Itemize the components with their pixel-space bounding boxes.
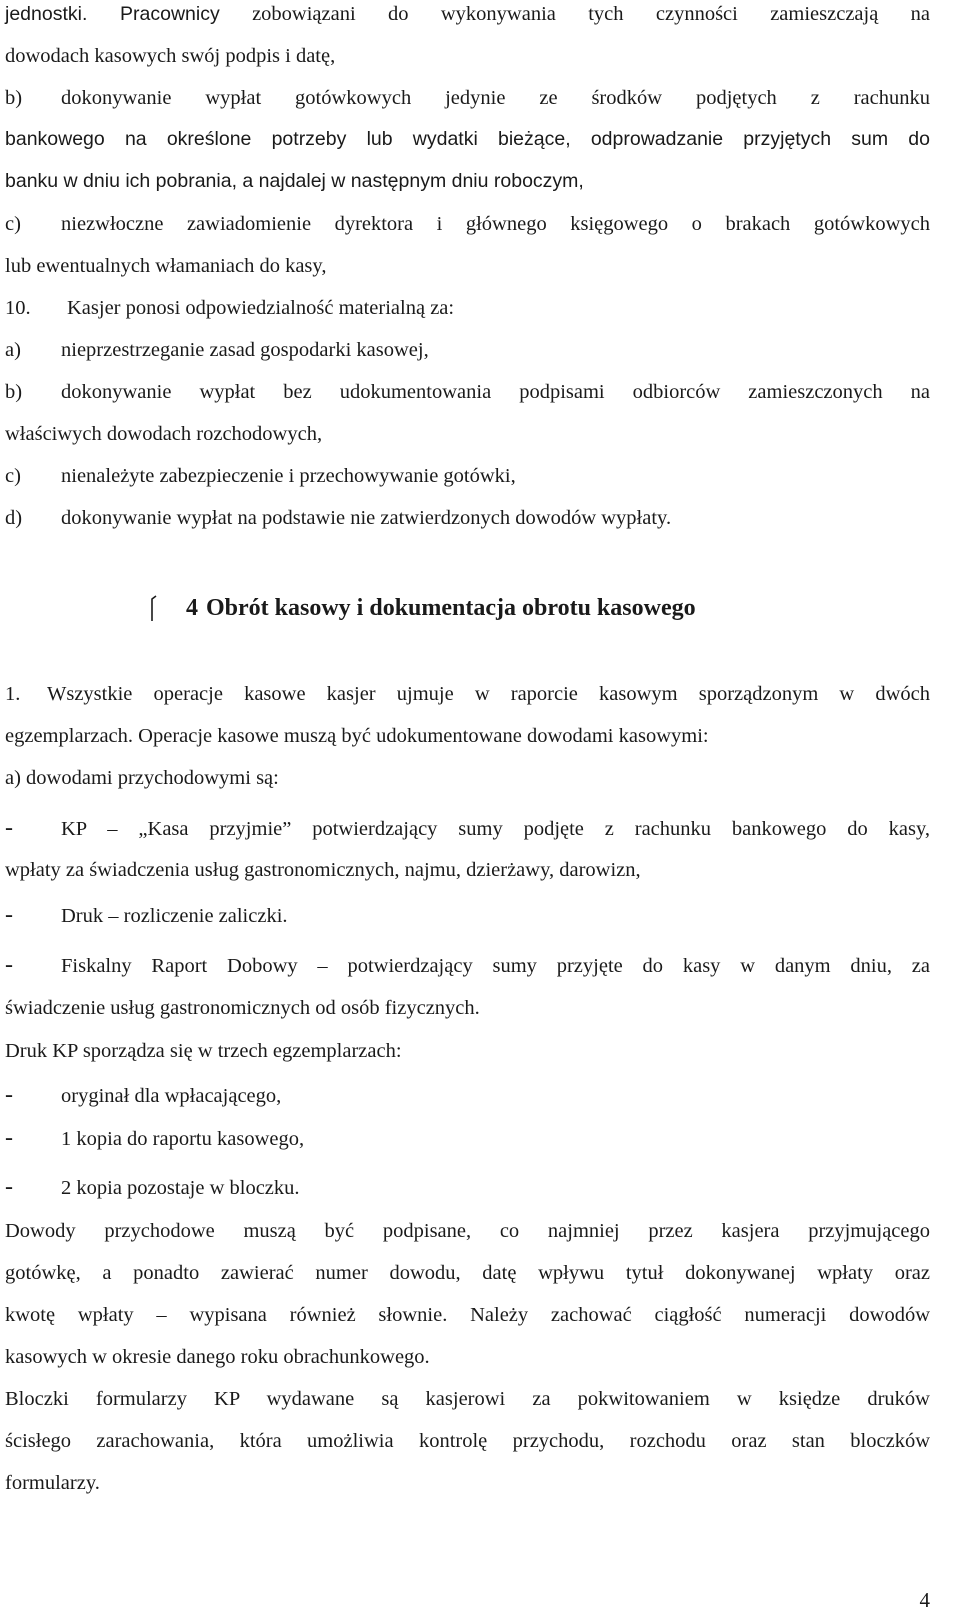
line-rest: zobowiązani do wykonywania tych czynności zamieszczają na — [219, 3, 931, 25]
dash-icon: - — [5, 952, 13, 978]
item-text: Druk – rozliczenie zaliczki. — [61, 905, 288, 927]
text-line: ścisłego zarachowania, która umożliwia kontrolę przychodu, rozchodu oraz stan bloczków — [5, 1430, 930, 1452]
text-line-5: banku w dniu ich pobrania, a najdalej w następnym dniu roboczym, — [5, 170, 584, 192]
item-label: 1. — [5, 683, 21, 705]
item-text: Wszystkie operacje kasowe kasjer ujmuje w raporcie kasowym sporządzonym w dwóch — [47, 683, 930, 705]
text-line: Dowody przychodowe muszą być podpisane, co najmniej przez kasjera przyjmującego — [5, 1220, 930, 1242]
bullet-item — [5, 1174, 930, 1200]
list-item-10 — [5, 298, 930, 319]
item-label: a) — [5, 339, 21, 361]
text-line: formularzy. — [5, 1472, 100, 1494]
section-title: Obrót kasowy i dokumentacja obrotu kasowego — [206, 595, 696, 621]
text-line: kasowych w okresie danego roku obrachunkowego. — [5, 1346, 430, 1368]
item-text: 1 kopia do raportu kasowego, — [61, 1128, 305, 1150]
item-text: dokonywanie wypłat na podstawie nie zatwierdzonych dowodów wypłaty. — [61, 507, 672, 529]
item-text: dokonywanie wypłat bez udokumentowania podpisami odbiorców zamieszczonych na — [61, 381, 930, 403]
item-text: KP – „Kasa przyjmie” potwierdzający sumy podjęte z rachunku bankowego do kasy, — [61, 818, 930, 840]
item-label: c) — [5, 465, 21, 487]
item-text: oryginał dla wpłacającego, — [61, 1085, 282, 1107]
text-line: świadczenie usług gastronomicznych od osób fizycznych. — [5, 997, 480, 1019]
section-number: 4 — [186, 595, 198, 621]
bullet-item — [5, 1082, 930, 1108]
bullet-item — [5, 1125, 930, 1151]
item-text: niezwłoczne zawiadomienie dyrektora i głównego księgowego o brakach gotówkowych — [61, 213, 930, 235]
list-item-d — [5, 508, 930, 529]
text-line-11: właściwych dowodach rozchodowych, — [5, 423, 323, 445]
bullet-item — [5, 952, 930, 978]
text-line: egzemplarzach. Operacje kasowe muszą być udokumentowane dowodami kasowymi: — [5, 725, 709, 747]
item-label: 10. — [5, 297, 31, 319]
text-line: gotówkę, a ponadto zawierać numer dowodu, datę wpływu tytuł dokonywanej wpłaty oraz — [5, 1262, 930, 1284]
text-line: wpłaty za świadczenia usług gastronomicznych, najmu, dzierżawy, darowizn, — [5, 859, 641, 881]
text-line: kwotę wpłaty – wypisana również słownie. Należy zachować ciągłość numeracji dowodów — [5, 1304, 930, 1326]
list-item-b2 — [5, 382, 930, 403]
item-label: d) — [5, 507, 23, 529]
dash-icon: - — [5, 1125, 13, 1151]
section-heading — [150, 595, 696, 622]
item-label: c) — [5, 213, 21, 235]
dash-icon: - — [5, 1082, 13, 1108]
list-item-b — [5, 88, 930, 109]
dash-icon: - — [5, 902, 13, 928]
list-item-c — [5, 214, 930, 235]
heading-mark-icon — [150, 595, 158, 625]
item-text: 2 kopia pozostaje w bloczku. — [61, 1177, 300, 1199]
dash-icon: - — [5, 1174, 13, 1200]
text-line-4: bankowego na określone potrzeby lub wydatki bieżące, odprowadzanie przyjętych sum do — [5, 128, 930, 150]
list-item-a — [5, 340, 930, 361]
list-item-c2 — [5, 466, 930, 487]
text-line: a) dowodami przychodowymi są: — [5, 767, 279, 789]
text-line: Bloczki formularzy KP wydawane są kasjerowi za pokwitowaniem w księdze druków — [5, 1388, 930, 1410]
item-text: Kasjer ponosi odpowiedzialność materialną za: — [67, 297, 455, 319]
text-line-1 — [5, 4, 930, 25]
item-label: b) — [5, 87, 23, 109]
item-text: dokonywanie wypłat gotówkowych jedynie ze środków podjętych z rachunku — [61, 87, 930, 109]
text-line-2: dowodach kasowych swój podpis i datę, — [5, 45, 336, 67]
page-number: 4 — [919, 1588, 930, 1612]
line-lead-sans: jednostki. Pracownicy — [5, 3, 220, 25]
item-label: b) — [5, 381, 23, 403]
text-line-7: lub ewentualnych włamaniach do kasy, — [5, 255, 327, 277]
item-text: Fiskalny Raport Dobowy – potwierdzający sumy przyjęte do kasy w danym dniu, za — [61, 955, 930, 977]
text-line: Druk KP sporządza się w trzech egzemplarzach: — [5, 1040, 402, 1062]
dash-icon: - — [5, 815, 13, 841]
item-text: nieprzestrzeganie zasad gospodarki kasowej, — [61, 339, 429, 361]
bullet-item — [5, 902, 930, 928]
list-item-1 — [5, 684, 930, 705]
item-text: nienależyte zabezpieczenie i przechowywanie gotówki, — [61, 465, 516, 487]
bullet-item — [5, 815, 930, 841]
